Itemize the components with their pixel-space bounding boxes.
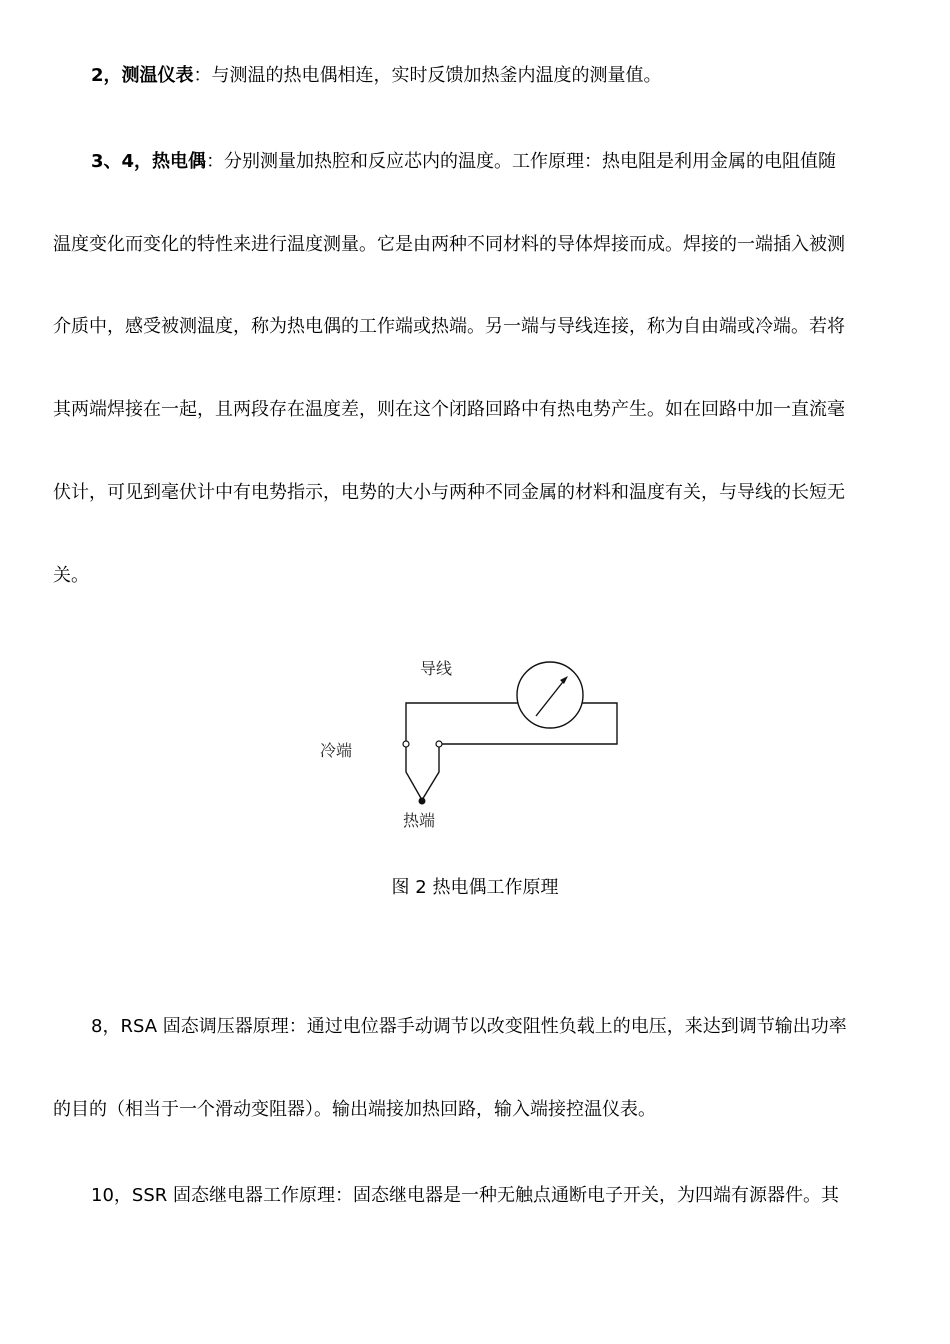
- label-hot-end: 热端: [403, 811, 436, 830]
- label-cold-end: 冷端: [320, 741, 353, 760]
- cold-terminal-right: [436, 741, 442, 747]
- paragraph-thermocouple-line-1: [91, 149, 897, 175]
- paragraph-thermocouple-line-2: 温度变化而变化的特性来进行温度测量。它是由两种不同材料的导体焊接而成。焊接的一端插入被测: [53, 234, 845, 255]
- paragraph-rsa-line-1: 8，RSA 固态调压器原理：通过电位器手动调节以改变阻性负载上的电压，来达到调节输出功率: [91, 1016, 847, 1037]
- heading-thermocouple: 3、4，热电偶: [91, 151, 207, 172]
- millivoltmeter-icon: [517, 662, 583, 728]
- figure-caption: 图 2 热电偶工作原理: [391, 877, 559, 898]
- paragraph-thermocouple-line-3: 介质中，感受被测温度，称为热电偶的工作端或热端。另一端与导线连接，称为自由端或冷端。若将: [53, 316, 845, 337]
- hot-junction-dot: [419, 798, 426, 805]
- paragraph-thermocouple-line-6: 关。: [53, 565, 89, 586]
- paragraph-thermocouple-line-4: 其两端焊接在一起，且两段存在温度差，则在这个闭路回路中有热电势产生。如在回路中加一直流毫: [53, 399, 845, 420]
- paragraph-ssr-line-1: 10，SSR 固态继电器工作原理：固态继电器是一种无触点通断电子开关，为四端有源器件。其: [91, 1185, 839, 1206]
- cold-terminal-left: [403, 741, 409, 747]
- paragraph-text: ：与测温的热电偶相连，实时反馈加热釜内温度的测量值。: [193, 65, 662, 86]
- label-wire: 导线: [420, 659, 453, 678]
- wire-top-left: [406, 703, 518, 742]
- paragraph-thermocouple-line-5: 伏计，可见到毫伏计中有电势指示，电势的大小与两种不同金属的材料和温度有关，与导线的长短无: [53, 482, 845, 503]
- heading-measuring-instrument: 2，测温仪表: [91, 65, 194, 86]
- thermocouple-circuit-svg: [300, 640, 640, 830]
- paragraph-measuring-instrument: [91, 63, 897, 89]
- thermocouple-leg-left: [406, 747, 422, 800]
- thermocouple-leg-right: [422, 747, 439, 800]
- thermocouple-diagram: [300, 640, 640, 830]
- paragraph-rsa-line-2: 的目的（相当于一个滑动变阻器）。输出端接加热回路，输入端接控温仪表。: [53, 1099, 656, 1120]
- paragraph-text: ：分别测量加热腔和反应芯内的温度。工作原理：热电阻是利用金属的电阻值随: [206, 151, 837, 172]
